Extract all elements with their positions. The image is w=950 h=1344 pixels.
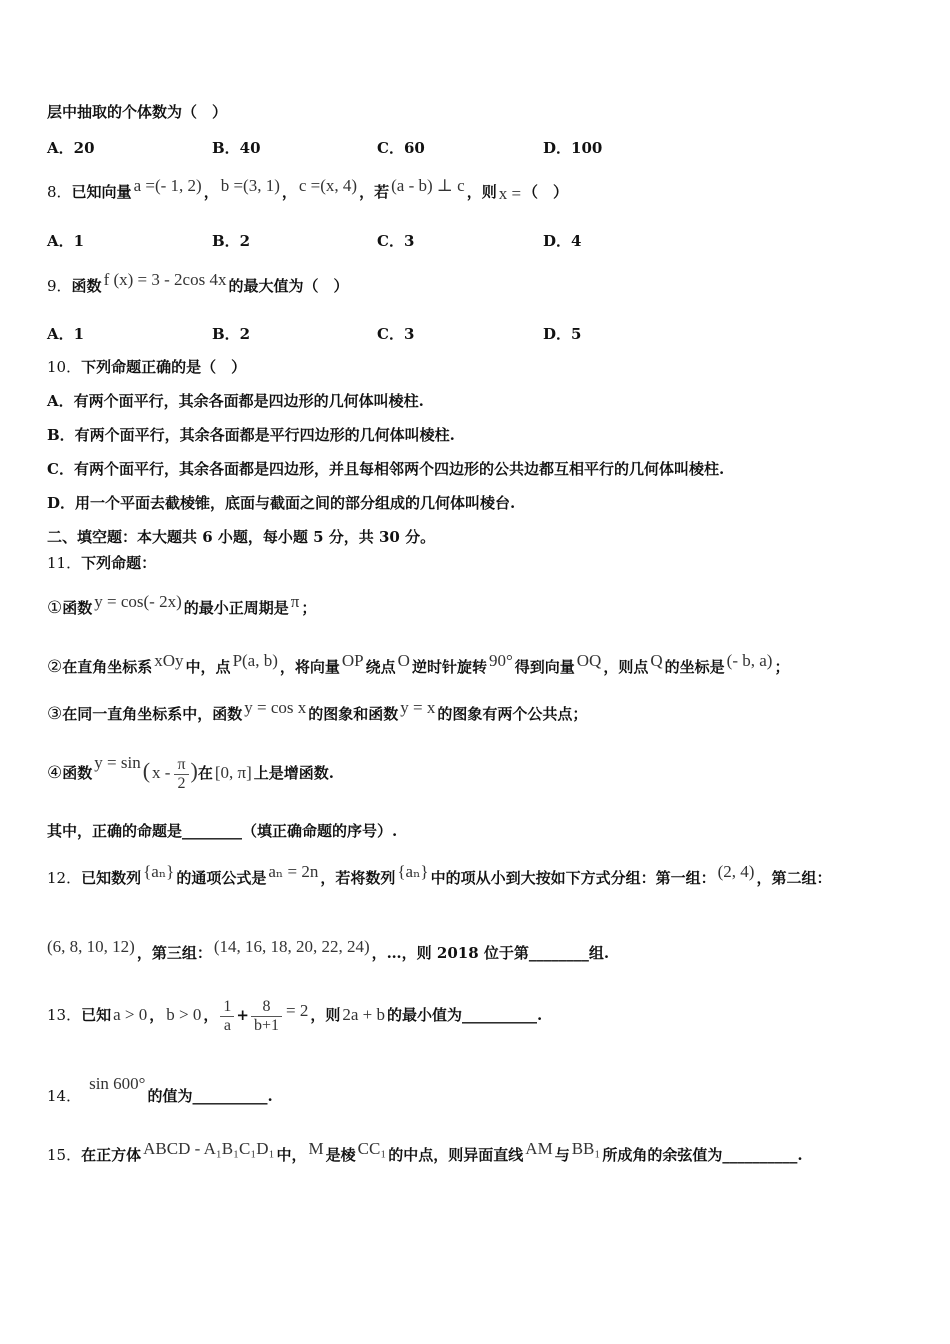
left-paren: ( — [142, 758, 151, 783]
q11-proposition-2 — [47, 651, 920, 677]
fraction-denominator: a — [223, 1016, 231, 1034]
q15-math: BB₁ — [571, 1139, 601, 1158]
plus-sign: + — [236, 1006, 249, 1024]
q9-text: 的最大值为（ ） — [228, 277, 349, 295]
q8-text: ，则 — [466, 183, 497, 201]
question-15 — [47, 1139, 920, 1165]
q9-text: 函数 — [71, 277, 102, 295]
q15-math: CC₁ — [357, 1139, 387, 1158]
q11-p3-math: y = x — [400, 698, 436, 717]
q8-text: （ ） — [523, 183, 569, 201]
question-11 — [47, 553, 920, 573]
q12-text: ，第三组： — [136, 944, 212, 962]
q13-text: 的最小值为__________. — [386, 1006, 543, 1024]
q8-text: 已知向量 — [71, 183, 132, 201]
q11-p2-math: O — [397, 651, 410, 670]
q11-p2-marker: ② — [47, 657, 63, 677]
q11-p2-math: OP — [341, 651, 364, 670]
q8-math-a: a =(- 1, 2) — [133, 176, 202, 195]
q11-p3-math: y = cos x — [244, 698, 307, 717]
q15-text: 是棱 — [325, 1146, 356, 1164]
q11-p3-text: 在同一直角坐标系中，函数 — [62, 705, 243, 723]
q11-stem: 下列命题： — [81, 554, 157, 572]
q12-math: (6, 8, 10, 12) — [47, 937, 135, 956]
q11-number: 11． — [47, 554, 82, 572]
q9-choice-d: D．5 — [543, 325, 582, 343]
q15-text: 在正方体 — [81, 1146, 142, 1164]
q15-text: 所成角的余弦值为__________. — [602, 1146, 803, 1164]
q12-text: ，若将数列 — [320, 869, 396, 887]
q12-math: aₙ = 2n — [268, 862, 319, 881]
q13-text: 已知 — [81, 1006, 112, 1024]
q11-p4-text: 函数 — [62, 764, 93, 782]
q10-option-d: D．用一个平面去截棱锥，底面与截面之间的部分组成的几何体叫棱台. — [47, 494, 516, 512]
q11-p2-math: 90° — [488, 651, 513, 670]
q15-number: 15． — [47, 1146, 82, 1164]
q11-p2-math: (- b, a) — [726, 651, 773, 670]
q13-math: a > 0 — [113, 1005, 148, 1024]
q12-text: ，第二组： — [756, 869, 832, 887]
q15-text: 中， — [276, 1146, 307, 1164]
q8-text: ， — [281, 183, 297, 201]
q9-choice-c: C．3 — [377, 325, 415, 343]
q11-p1-math: y = cos(- 2x) — [94, 592, 182, 611]
q15-math: AM — [525, 1139, 553, 1158]
q11-p4-math: y = sin — [94, 753, 141, 772]
q12-math: {aₙ} — [143, 862, 175, 881]
q11-p2-text: 绕点 — [365, 658, 396, 676]
q15-math: M — [308, 1139, 324, 1158]
q12-math: (14, 16, 18, 20, 22, 24) — [213, 937, 370, 956]
q11-p2-math: Q — [650, 651, 663, 670]
q13-math: = 2 — [285, 1001, 309, 1020]
q11-p2-text: 的坐标是 — [664, 658, 725, 676]
q12-text: ，…，则 2018 位于第________组. — [371, 944, 610, 962]
q13-text: ， — [149, 1006, 165, 1024]
q11-p2-math: xOy — [154, 651, 184, 670]
q15-text: 与 — [554, 1146, 570, 1164]
question-13 — [47, 990, 920, 1040]
question-12-cont — [47, 937, 920, 963]
right-paren: ) — [190, 758, 198, 783]
q8-choice-b: B．2 — [212, 232, 251, 250]
question-14 — [47, 1074, 920, 1106]
q7-choice-b: B．40 — [212, 139, 261, 157]
q11-p4-math: [0, π] — [214, 763, 252, 782]
q9-choice-a: A．1 — [47, 325, 85, 343]
q13-math: b > 0 — [166, 1005, 202, 1024]
q11-p1-text: 的最小正周期是 — [183, 599, 289, 617]
q11-p3-text: 的图象和函数 — [308, 705, 399, 723]
q8-number: 8． — [47, 183, 72, 201]
q12-math: (2, 4) — [717, 862, 755, 881]
q11-p4-text: 上是增函数. — [253, 764, 335, 782]
q11-p1-pi: π — [290, 592, 300, 611]
q11-p3-marker: ③ — [47, 704, 63, 724]
q11-p4-fraction — [174, 756, 188, 793]
question-12 — [47, 862, 920, 888]
q9-choice-b: B．2 — [212, 325, 251, 343]
q11-p1-marker: ① — [47, 598, 63, 618]
q7-stem-tail: 层中抽取的个体数为（ ） — [47, 103, 228, 121]
fraction-numerator: 1 — [220, 998, 234, 1017]
q7-choice-c: C．60 — [377, 139, 425, 157]
section-heading-fill-in: 二、填空题：本大题共 6 小题，每小题 5 分，共 30 分。 — [47, 528, 436, 546]
q9-number: 9． — [47, 277, 72, 295]
q10-number: 10． — [47, 358, 82, 376]
q10-option-a: A．有两个面平行，其余各面都是四边形的几何体叫棱柱. — [47, 392, 424, 410]
fraction-denominator: 2 — [177, 774, 186, 792]
q11-p2-text: ，则点 — [603, 658, 649, 676]
q11-p2-math: P(a, b) — [232, 651, 278, 670]
q12-math: {aₙ} — [397, 862, 429, 881]
q13-number: 13． — [47, 1006, 82, 1024]
q10-stem: 下列命题正确的是（ ） — [81, 358, 247, 376]
q10-option-c: C．有两个面平行，其余各面都是四边形，并且每相邻两个四边形的公共边都互相平行的几何体叫棱柱. — [47, 460, 725, 478]
q7-continuation — [47, 102, 920, 122]
q8-math-condition: (a - b) ⊥ c — [391, 176, 465, 195]
q7-choice-a: A．20 — [47, 139, 95, 157]
q8-math-x: x = — [498, 184, 522, 203]
q11-p3-text: 的图象有两个公共点； — [437, 705, 588, 723]
q11-p2-text: 在直角坐标系 — [62, 658, 153, 676]
q15-math: ABCD - A₁B₁C₁D₁ — [143, 1139, 275, 1158]
q9-math-function: f (x) = 3 - 2cos 4x — [103, 270, 227, 289]
q13-math: 2a + b — [342, 1005, 385, 1024]
q13-fraction-2 — [251, 998, 282, 1035]
fraction-numerator: 8 — [251, 998, 282, 1017]
q7-choice-d: D．100 — [543, 139, 603, 157]
fraction-numerator: π — [174, 756, 188, 775]
q13-text: ，则 — [310, 1006, 341, 1024]
q11-p2-math: OQ — [576, 651, 602, 670]
question-10 — [47, 357, 920, 377]
q11-p2-text: 得到向量 — [514, 658, 575, 676]
q11-p2-text: ，将向量 — [279, 658, 340, 676]
q12-text: 的通项公式是 — [176, 869, 267, 887]
q13-text: ， — [203, 1006, 219, 1024]
q8-text: ，若 — [359, 183, 390, 201]
q11-answer-line: 其中，正确的命题是________（填正确命题的序号）. — [47, 822, 398, 840]
q12-text: 中的项从小到大按如下方式分组：第一组： — [430, 869, 716, 887]
q11-proposition-4 — [47, 751, 920, 791]
q11-p4-math: x - — [152, 763, 171, 782]
q8-math-b: b =(3, 1) — [220, 176, 280, 195]
q8-math-c: c =(x, 4) — [298, 176, 358, 195]
q11-p2-text: 逆时针旋转 — [411, 658, 487, 676]
fraction-denominator: b+1 — [253, 1016, 279, 1034]
q11-proposition-3 — [47, 698, 920, 724]
q8-choice-d: D．4 — [543, 232, 582, 250]
q11-p4-text: 在 — [197, 764, 213, 782]
q11-p1-text: ； — [301, 599, 317, 617]
question-8 — [47, 176, 920, 203]
question-9 — [47, 270, 920, 296]
q14-number: 14． — [47, 1087, 82, 1105]
q8-text: ， — [203, 183, 219, 201]
q11-p2-text: 中，点 — [185, 658, 231, 676]
q14-math: sin 600° — [89, 1074, 146, 1093]
q12-number: 12． — [47, 869, 82, 887]
q11-p4-marker: ④ — [47, 763, 63, 783]
q10-option-b: B．有两个面平行，其余各面都是平行四边形的几何体叫棱柱. — [47, 426, 455, 444]
q11-p1-text: 函数 — [62, 599, 93, 617]
q12-text: 已知数列 — [81, 869, 142, 887]
q11-proposition-1 — [47, 592, 920, 618]
q8-choice-a: A．1 — [47, 232, 85, 250]
q14-text: 的值为__________. — [147, 1087, 273, 1105]
q11-p2-text: ； — [774, 658, 790, 676]
q15-text: 的中点，则异面直线 — [388, 1146, 524, 1164]
q8-choice-c: C．3 — [377, 232, 415, 250]
q13-fraction-1 — [220, 998, 234, 1035]
